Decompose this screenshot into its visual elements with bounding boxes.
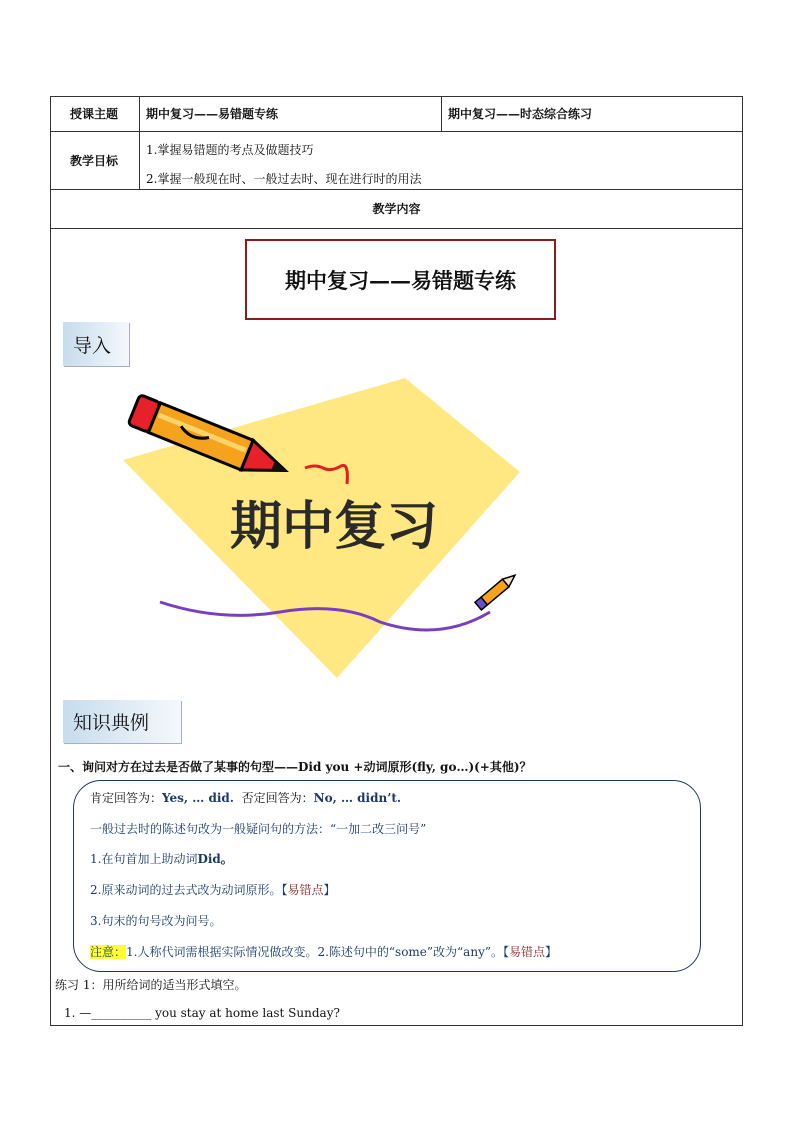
- intro-tag: 导入: [63, 322, 129, 366]
- topic-sub: 期中复习——时态综合练习: [448, 106, 593, 121]
- step-1-did: Did。: [197, 852, 233, 866]
- row-divider: [51, 228, 742, 229]
- step-2-text: 2.原来动词的过去式改为动词原形。【: [90, 883, 288, 897]
- note-text: 1.人称代词需根据实际情况做改变。2.陈述句中的“some”改为“any”。【: [126, 945, 509, 959]
- step-1: [90, 850, 233, 867]
- error-prone-mark: 易错点: [508, 945, 545, 959]
- bracket-close: 】: [323, 883, 336, 897]
- goal-item: 1.掌握易错题的考点及做题技巧: [146, 142, 314, 157]
- examples-tag: 知识典例: [63, 700, 181, 743]
- goal-label: 教学目标: [69, 153, 118, 168]
- negative-answer: No, … didn’t.: [313, 791, 402, 805]
- exercise-title: 练习 1：用所给词的适当形式填空。: [55, 978, 247, 992]
- answer-line: [90, 789, 401, 806]
- affirmative-label: 肯定回答为：: [90, 791, 163, 805]
- lesson-title: 期中复习——易错题专练: [245, 239, 556, 320]
- step-3: 3.句末的句号改为问号。: [90, 914, 222, 928]
- note-line: [90, 943, 557, 960]
- note-label: 注意：: [90, 945, 127, 959]
- col-divider: [139, 97, 140, 189]
- step-2: [90, 881, 335, 898]
- review-clipart: [115, 372, 525, 682]
- topic-label: 授课主题: [69, 106, 118, 121]
- row-divider: [51, 131, 742, 132]
- clipart-text: 期中复习: [230, 497, 439, 557]
- bracket-close: 】: [545, 945, 558, 959]
- method-line: 一般过去时的陈述句改为一般疑问句的方法：“一加二改三问号”: [90, 822, 427, 836]
- exercise-question-1: 1. —__________ you stay at home last Sunday?: [64, 1006, 340, 1020]
- content-label: 教学内容: [372, 202, 421, 216]
- error-prone-mark: 易错点: [287, 883, 324, 897]
- affirmative-answer: Yes, … did.: [162, 791, 234, 805]
- small-pencil-icon: [475, 571, 518, 610]
- negative-label: 否定回答为：: [241, 791, 314, 805]
- step-1-text: 1.在句首加上助动词: [90, 852, 198, 866]
- section-heading: 一、询问对方在过去是否做了某事的句型——Did you +动词原形(fly, go…)(+其他)？: [58, 760, 532, 774]
- col-divider: [441, 97, 442, 131]
- topic-main: 期中复习——易错题专练: [146, 106, 279, 121]
- goal-item: 2.掌握一般现在时、一般过去时、现在进行时的用法: [146, 171, 422, 186]
